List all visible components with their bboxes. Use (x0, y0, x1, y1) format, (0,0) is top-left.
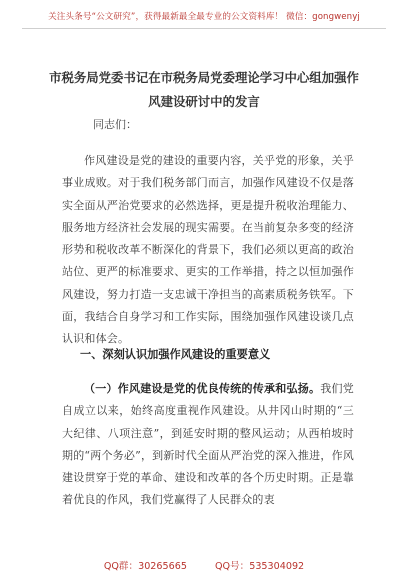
document-title: 市税务局党委书记在市税务局党委理论学习中心组加强作风建设研讨中的发言 (49, 70, 359, 109)
paragraph-2-lead: （一）作风建设是党的优良传统的传承和弘扬。 (84, 382, 321, 395)
paragraph-2 (62, 378, 354, 512)
header-divider (22, 28, 386, 29)
header-banner: 关注头条号“公文研究”，获得最新最全最专业的公文资料库！ 微信：gongwenyj (48, 12, 360, 22)
footer-qq-group: QQ群：30265665 (103, 561, 187, 572)
footer-qq-number: QQ号：535304092 (214, 561, 305, 572)
paragraph-2-body: 我们党自成立以来，始终高度重视作风建设。从井冈山时期的“三大纪律、八项注意”，到延安时期的整风运动；从西柏坡时期的“两个务必”，到新时代全面从严治党的深入推进，作风建设贯穿于党的革命、建设和改革的各个历史时期。正是靠着优良的作风，我们党赢得了人民群众的衷 (62, 382, 355, 507)
footer-contact (0, 558, 408, 572)
salutation: 同志们： (93, 118, 137, 131)
paragraph-1: 作风建设是党的建设的重要内容，关乎党的形象，关乎事业成败。对于我们税务部门而言，加强作风建设不仅是落实全面从严治党要求的必然选择，更是提升税收治理能力、服务地方经济社会发展的现实需要。在当前复杂多变的经济形势和税收改革不断深化的背景下，我们必须以更高的政治站位、更严的标准要求、更实的工作举措，持之以恒加强作风建设，努力打造一支忠诚干净担当的高素质税务铁军。下面，我结合自身学习和工作实际，围绕加强作风建设谈几点认识和体会。 (62, 154, 354, 346)
section-heading: 一、深刻认识加强作风建设的重要意义 (80, 347, 271, 361)
